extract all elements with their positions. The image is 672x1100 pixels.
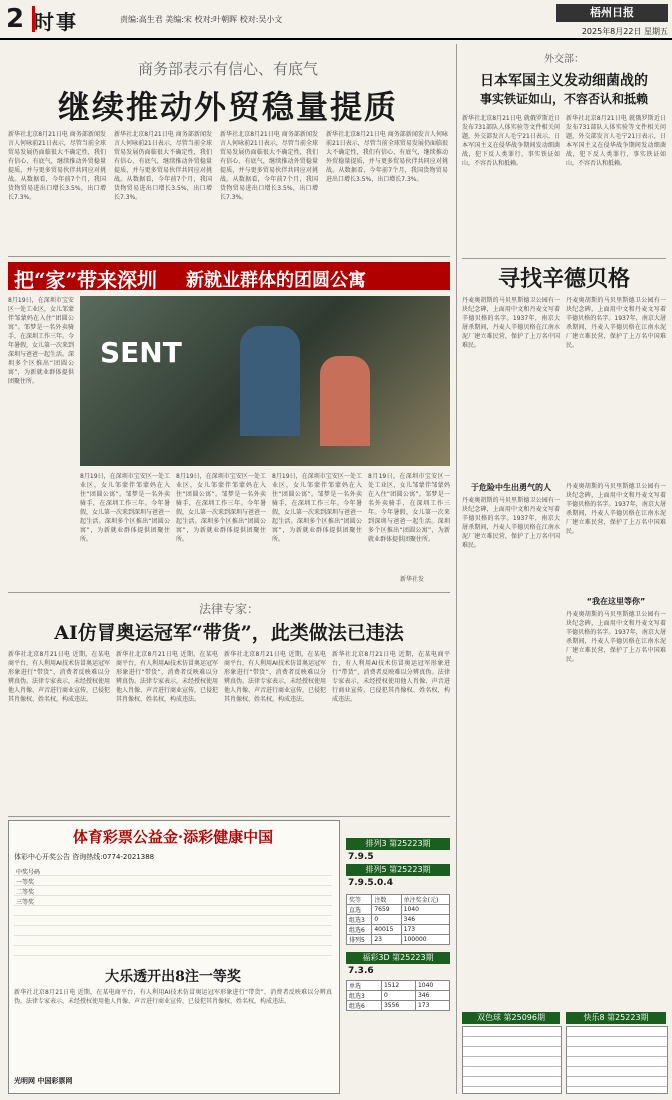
cell: 组选6 [347, 925, 372, 935]
issue-date: 2025年8月22日 星期五 [581, 27, 668, 36]
cell: 100000 [401, 935, 449, 945]
lottery-hotline: 体彩中心开奖公告 咨询热线:0774-2021388 [14, 853, 155, 861]
divider [8, 256, 450, 257]
cell: 346 [415, 991, 449, 1001]
article4-subtitle: 外交部： [544, 54, 584, 65]
photo-person [240, 326, 300, 436]
page-number: 2 [6, 4, 25, 34]
article3-col2: 新华社北京8月21日电 近期，在某电商平台，有人利用AI技术仿冒奥运冠军形象进行“带货”，消费者反映难以分辨真伪。法律专家表示，未经授权使用他人肖像、声音进行商业宣传，已侵犯其肖像权、姓名权，构成违法。 [116, 651, 218, 703]
cell: 7659 [372, 905, 401, 915]
cell: 组选6 [347, 1001, 382, 1011]
pl5-numbers: 7.9.5.0.4 [348, 878, 393, 888]
pl-prize-table [346, 894, 450, 945]
article3-col3: 新华社北京8月21日电 近期，在某电商平台，有人利用AI技术仿冒奥运冠军形象进行“带货”，消费者反映难以分辨真伪。法律专家表示，未经授权使用他人肖像、声音进行商业宣传，已侵犯其肖像权、姓名权，构成违法。 [224, 651, 326, 703]
article5-col4: 丹麦奥胡斯的马贝里斯德卫公园有一块纪念碑，上面用中文和丹麦文写着辛德贝格的名字。1937年，南京大屠杀期间，丹麦人辛德贝格在江南水泥厂建立难民营，保护了上万名中国难民。 [566, 483, 666, 535]
lottery-row-label: 中奖号码 [16, 869, 41, 876]
article4-title-line1: 日本军国主义发动细菌战的 [480, 73, 648, 89]
article3-col4: 新华社北京8月21日电 近期，在某电商平台，有人利用AI技术仿冒奥运冠军形象进行“带货”，消费者反映难以分辨真伪。法律专家表示，未经授权使用他人肖像、声音进行商业宣传，已侵犯其肖像权、姓名权，构成违法。 [332, 651, 450, 703]
divider [8, 592, 450, 593]
cell: 单选 [347, 981, 382, 991]
cell: 346 [401, 915, 449, 925]
kl8-table [566, 1026, 668, 1094]
paper-logo: 梧州日报 [556, 4, 668, 22]
photo-caption: 新华社发 [400, 576, 425, 583]
lottery-jackpot-headline: 大乐透开出8注一等奖 [105, 969, 241, 985]
lottery-row-label: 三等奖 [16, 899, 35, 906]
article1-subtitle: 商务部表示有信心、有底气 [137, 60, 318, 78]
article2-col3: 8月19日，在深圳市宝安区一处工业区，女儿邹蒙伴邹蒙妈在入住“团圆公寓”。邹梦是一名外卖骑手，在深圳工作三年。今年暑假，女儿第一次来到深圳与爸爸一起生活。深圳多个区推出“团圆公寓”，为新就业群体提供团聚住所。 [176, 473, 266, 543]
article5-col3: 丹麦奥胡斯的马贝里斯德卫公园有一块纪念碑，上面用中文和丹麦文写着辛德贝格的名字。1937年，南京大屠杀期间，丹麦人辛德贝格在江南水泥厂建立难民营，保护了上万名中国难民。 [462, 497, 560, 549]
cell: 173 [401, 925, 449, 935]
cell: 排列5 [347, 935, 372, 945]
pl3-tag: 排列3 第25223期 [346, 838, 450, 850]
article2-col1: 8月19日，在深圳市宝安区一处工业区，女儿邹蒙伴邹蒙妈在入住“团圆公寓”。邹梦是一名外卖骑手，在深圳工作三年。今年暑假，女儿第一次来到深圳与爸爸一起生活。深圳多个区推出“团圆公寓”，为新就业群体提供团聚住所。 [8, 297, 74, 385]
cell: 1512 [381, 981, 415, 991]
article2-col5: 8月19日，在深圳市宝安区一处工业区，女儿邹蒙伴邹蒙妈在入住“团圆公寓”。邹梦是一名外卖骑手，在深圳工作三年。今年暑假，女儿第一次来到深圳与爸爸一起生活。深圳多个区推出“团圆公寓”，为新就业群体提供团聚住所。 [368, 473, 450, 543]
article1-col1: 新华社北京8月21日电 商务部新闻发言人何咏前21日表示，尽管当前全球贸易发展仍面临很大不确定性，我们有信心、有底气，继续推动外贸稳量提质，并与更多贸易伙伴共同应对挑战。从数据看，今年前7个月，我国货物贸易进出口增长3.5%，出口增长7.3%。 [8, 131, 106, 201]
cell: 40015 [372, 925, 401, 935]
photo-sign-text: SENT [100, 336, 182, 369]
article1-col4: 新华社北京8月21日电 商务部新闻发言人何咏前21日表示，尽管当前全球贸易发展仍面临很大不确定性，我们有信心、有底气，继续推动外贸稳量提质，并与更多贸易伙伴共同应对挑战。从数据看，今年前7个月，我国货物贸易进出口增长3.5%，出口增长7.3%。 [326, 131, 448, 183]
article1-title: 继续推动外贸稳量提质 [57, 88, 398, 126]
divider [462, 258, 666, 259]
cell: 0 [381, 991, 415, 1001]
article5-title: 寻找辛德贝格 [497, 266, 630, 292]
column-divider [456, 44, 457, 1094]
article1-col2: 新华社北京8月21日电 商务部新闻发言人何咏前21日表示，尽管当前全球贸易发展仍面临很大不确定性，我们有信心、有底气，继续推动外贸稳量提质，并与更多贸易伙伴共同应对挑战。从数据看，今年前7个月，我国货物贸易进出口增长3.5%，出口增长7.3%。 [114, 131, 212, 201]
pl5-tag: 排列5 第25223期 [346, 864, 450, 876]
sports-lottery-title: 体育彩票公益金·添彩健康中国 [72, 828, 274, 846]
article2-col4: 8月19日，在深圳市宝安区一处工业区，女儿邹蒙伴邹蒙妈在入住“团圆公寓”。邹梦是一名外卖骑手，在深圳工作三年。今年暑假，女儿第一次来到深圳与爸爸一起生活。深圳多个区推出“团圆公寓”，为新就业群体提供团聚住所。 [272, 473, 362, 543]
divider [8, 816, 450, 817]
cell: 1040 [415, 981, 449, 991]
th-count: 注数 [372, 895, 401, 905]
article5-col5: 丹麦奥胡斯的马贝里斯德卫公园有一块纪念碑，上面用中文和丹麦文写着辛德贝格的名字。1937年，南京大屠杀期间，丹麦人辛德贝格在江南水泥厂建立难民营，保护了上万名中国难民。 [566, 611, 666, 663]
article5-col1: 丹麦奥胡斯的马贝里斯德卫公园有一块纪念碑，上面用中文和丹麦文写着辛德贝格的名字。1937年，南京大屠杀期间，丹麦人辛德贝格在江南水泥厂建立难民营，保护了上万名中国难民。 [462, 297, 560, 349]
section-name: 时事 [34, 10, 78, 34]
lottery-footer: 光明网 中国彩票网 [14, 1077, 73, 1085]
lottery-row-label: 二等奖 [16, 889, 35, 896]
article5-col2: 丹麦奥胡斯的马贝里斯德卫公园有一块纪念碑，上面用中文和丹麦文写着辛德贝格的名字。1937年，南京大屠杀期间，丹麦人辛德贝格在江南水泥厂建立难民营，保护了上万名中国难民。 [566, 297, 666, 349]
article5-subhead-1: 于危险中生出勇气的人 [471, 483, 551, 492]
article3-col1: 新华社北京8月21日电 近期，在某电商平台，有人利用AI技术仿冒奥运冠军形象进行“带货”，消费者反映难以分辨真伪。法律专家表示，未经授权使用他人肖像、声音进行商业宣传，已侵犯其肖像权、姓名权，构成违法。 [8, 651, 110, 703]
article2-title-quote: 把“家”带来深圳 [14, 268, 158, 292]
fc3d-tag: 福彩3D 第25223期 [346, 952, 450, 964]
fc3d-prize-table [346, 980, 450, 1011]
cell: 173 [415, 1001, 449, 1011]
article1-col3: 新华社北京8月21日电 商务部新闻发言人何咏前21日表示，尽管当前全球贸易发展仍面临很大不确定性，我们有信心、有底气，继续推动外贸稳量提质，并与更多贸易伙伴共同应对挑战。从数据看，今年前7个月，我国货物贸易进出口增长3.5%，出口增长7.3%。 [220, 131, 318, 201]
cell: 1040 [401, 905, 449, 915]
lottery-results-grid [14, 866, 332, 956]
ssq-table [462, 1026, 562, 1094]
fc3d-numbers: 7.3.6 [348, 966, 374, 976]
cell: 组选3 [347, 915, 372, 925]
article3-title: AI仿冒奥运冠军“带货”，此类做法已违法 [54, 622, 404, 644]
article2-col2: 8月19日，在深圳市宝安区一处工业区，女儿邹蒙伴邹蒙妈在入住“团圆公寓”。邹梦是一名外卖骑手，在深圳工作三年。今年暑假，女儿第一次来到深圳与爸爸一起生活。深圳多个区推出“团圆公寓”，为新就业群体提供团聚住所。 [80, 473, 170, 543]
editors-line: 责编:高生君 美编:宋 校对:叶朝晖 校对:吴小文 [120, 15, 283, 24]
article4-col2: 新华社北京8月21日电 就俄罗斯近日发布731部队人体实验等文件相关问题，外交部发言人毛宁21日表示，日本军国主义在侵华战争期间发动细菌战，犯下反人类罪行，事实铁证如山，不容否认和抵赖。 [566, 115, 666, 167]
th-level: 奖等 [347, 895, 372, 905]
news-photo [80, 296, 450, 466]
kl8-tag: 快乐8 第25223期 [566, 1012, 666, 1024]
cell: 23 [372, 935, 401, 945]
th-prize: 单注奖金(元) [401, 895, 449, 905]
photo-child [320, 356, 370, 446]
cell: 组选3 [347, 991, 382, 1001]
cell: 3556 [381, 1001, 415, 1011]
cell: 0 [372, 915, 401, 925]
pl3-numbers: 7.9.5 [348, 852, 374, 862]
cell: 直选 [347, 905, 372, 915]
article2-title: 新就业群体的团圆公寓 [186, 270, 366, 291]
lottery-row-label: 一等奖 [16, 879, 35, 886]
article5-subhead-2: “我在这里等你” [586, 597, 646, 606]
ssq-tag: 双色球 第25096期 [462, 1012, 560, 1024]
article4-title-line2: 事实铁证如山，不容否认和抵赖 [479, 92, 648, 106]
lottery-article: 新华社北京8月21日电 近期，在某电商平台，有人利用AI技术仿冒奥运冠军形象进行“带货”，消费者反映难以分辨真伪。法律专家表示，未经授权使用他人肖像、声音进行商业宣传，已侵犯其肖像权、姓名权，构成违法。 [14, 989, 332, 1005]
article4-col1: 新华社北京8月21日电 就俄罗斯近日发布731部队人体实验等文件相关问题，外交部发言人毛宁21日表示，日本军国主义在侵华战争期间发动细菌战，犯下反人类罪行，事实铁证如山，不容否认和抵赖。 [462, 115, 560, 167]
article3-subtitle: 法律专家： [198, 602, 259, 616]
